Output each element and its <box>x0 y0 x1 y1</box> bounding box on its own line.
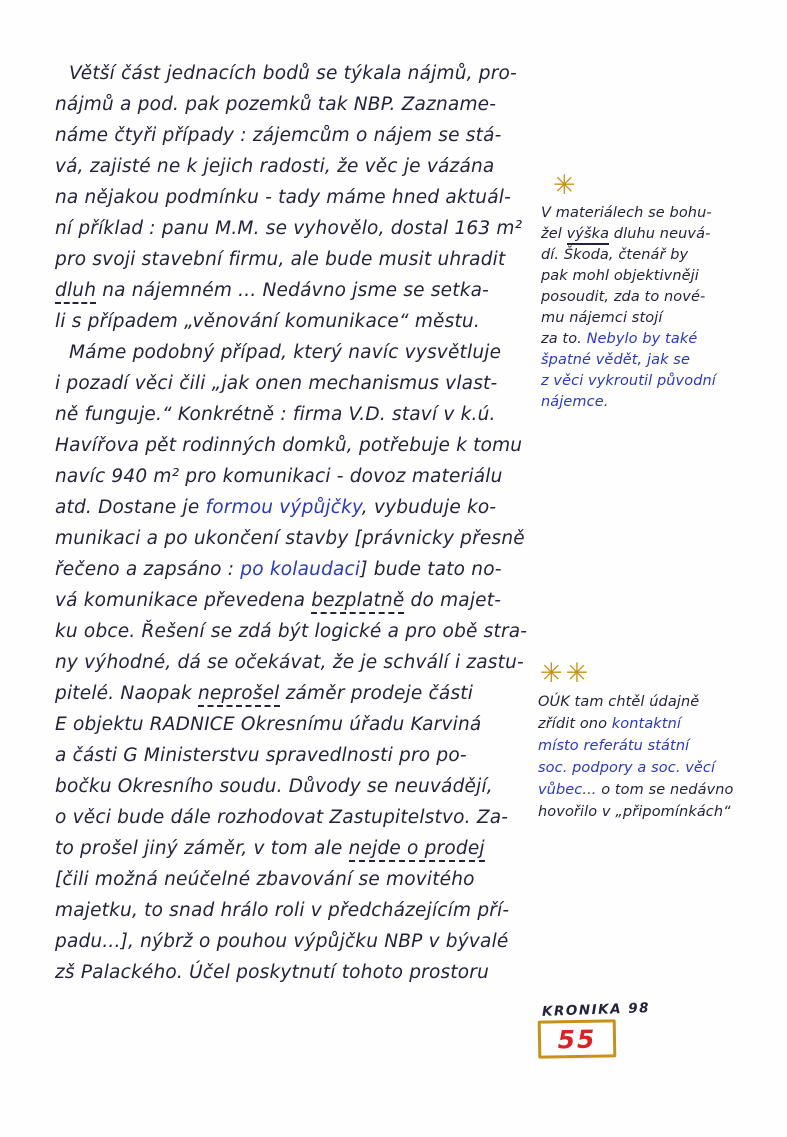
text-line <box>55 616 555 647</box>
text-line <box>55 523 555 554</box>
text-segment: nájmů a pod. pak pozemků tak NBP. Zazname- <box>55 94 497 115</box>
text-segment: E objektu RADNICE Okresnímu úřadu Karviná <box>55 714 482 735</box>
margin-note-2-text <box>538 691 783 823</box>
text-line <box>55 926 555 957</box>
text-segment: majetku, to snad hrálo roli v předcházejícím pří- <box>55 900 510 921</box>
text-line <box>538 779 783 801</box>
text-line <box>55 399 555 430</box>
text-line <box>55 89 555 120</box>
text-segment: li s případem „věnování komunikace“ městu. <box>55 311 480 332</box>
text-segment: ní příklad : panu M.M. se vyhovělo, dostal 163 m² <box>55 218 523 239</box>
text-line <box>55 678 555 709</box>
text-segment: dluh <box>55 280 96 304</box>
text-line <box>541 371 781 392</box>
text-line <box>55 58 555 89</box>
text-segment: bezplatně <box>311 590 404 614</box>
text-segment: ] bude tato no- <box>360 559 502 580</box>
text-segment: ně funguje.“ Konkrétně : firma V.D. staví v k.ú. <box>55 404 496 425</box>
text-line <box>55 182 555 213</box>
text-segment: do majet- <box>404 590 502 611</box>
text-segment: , vybuduje ko- <box>361 497 497 518</box>
text-segment: záměr prodeje části <box>279 683 474 704</box>
text-segment: pak mohl objektivněji <box>541 268 699 284</box>
text-line <box>538 801 783 823</box>
text-line <box>55 895 555 926</box>
text-segment: vůbec... <box>538 782 597 798</box>
text-line <box>55 275 555 306</box>
text-segment: OÚK tam chtěl údajně <box>538 694 700 710</box>
text-segment: Nebylo by také <box>586 331 698 347</box>
text-line <box>55 368 555 399</box>
text-segment: žel <box>541 226 567 242</box>
double-asterisk-icon: ✳✳ <box>540 658 592 689</box>
text-segment: Máme podobný případ, který navíc vysvětluje <box>69 342 502 363</box>
text-line <box>541 245 781 266</box>
text-line <box>55 151 555 182</box>
text-segment: kontaktní <box>611 716 682 732</box>
text-segment: zš Palackého. Účel poskytnutí tohoto prostoru <box>55 962 490 983</box>
text-line <box>541 266 781 287</box>
margin-note-1 <box>541 172 781 413</box>
text-segment: munikaci a po ukončení stavby [právnicky přesně <box>55 528 525 549</box>
text-segment: formou výpůjčky <box>205 497 362 518</box>
text-segment: atd. Dostane je <box>55 497 206 518</box>
text-line <box>541 203 781 224</box>
text-segment: o tom se nedávno <box>596 782 734 798</box>
text-segment: padu...], nýbrž o pouhou výpůjčku NBP v bývalé <box>55 931 509 952</box>
text-line <box>55 554 555 585</box>
text-segment: i pozadí věci čili „jak onen mechanismus vlast- <box>55 373 498 394</box>
text-segment: pro svoji stavební firmu, ale bude musit uhradit <box>55 249 506 270</box>
kronika-label: KRONIKA 98 <box>541 1000 651 1020</box>
text-segment: řečeno a zapsáno : <box>55 559 241 580</box>
text-line <box>55 709 555 740</box>
text-segment: zřídit ono <box>538 716 612 732</box>
text-segment: bočku Okresního soudu. Důvody se neuvádějí, <box>55 776 493 797</box>
text-segment: nájemce. <box>541 394 609 410</box>
text-segment: na nějakou podmínku - tady máme hned aktuál- <box>55 187 511 208</box>
text-line <box>541 350 781 371</box>
margin-note-1-text <box>541 203 781 413</box>
text-segment: Havířova pět rodinných domků, potřebuje k tomu <box>55 435 523 456</box>
text-line <box>541 308 781 329</box>
text-segment: dluhu neuvá- <box>609 226 711 242</box>
text-line <box>55 461 555 492</box>
text-segment: [čili možná neúčelné zbavování se movitého <box>55 869 475 890</box>
text-line <box>541 329 781 350</box>
text-segment: po kolaudaci <box>240 559 361 580</box>
text-segment: to prošel jiný záměr, v tom ale <box>55 838 349 859</box>
text-segment: místo referátu státní <box>538 738 690 754</box>
margin-note-2 <box>538 660 783 823</box>
text-line <box>55 585 555 616</box>
text-segment: ku obce. Řešení se zdá být logické a pro obě stra- <box>55 621 528 642</box>
text-line <box>55 213 555 244</box>
text-line <box>55 244 555 275</box>
text-line <box>538 735 783 757</box>
text-line <box>55 120 555 151</box>
text-line <box>55 864 555 895</box>
text-segment: z věci vykroutil původní <box>541 373 716 389</box>
text-line <box>541 392 781 413</box>
text-segment: V materiálech se bohu- <box>541 205 712 221</box>
text-segment: dí. Škoda, čtenář by <box>541 247 689 263</box>
text-segment: o věci bude dále rozhodovat Zastupitelstvo. Za- <box>55 807 509 828</box>
text-segment: posoudit, zda to nové- <box>541 289 706 305</box>
text-segment: vá komunikace převedena <box>55 590 312 611</box>
text-line <box>55 802 555 833</box>
main-text-block <box>55 58 555 988</box>
text-segment: mu nájemci stojí <box>541 310 663 326</box>
text-segment: nejde o prodej <box>349 838 485 862</box>
text-line <box>538 691 783 713</box>
text-line <box>55 337 555 368</box>
text-segment: a části G Ministerstvu spravedlnosti pro po- <box>55 745 467 766</box>
page-number-box <box>538 1019 617 1058</box>
text-segment: špatné vědět, jak se <box>541 352 690 368</box>
text-segment: hovořilo v „připomínkách“ <box>538 804 731 820</box>
text-line <box>541 224 781 245</box>
text-segment: na nájemném ... Nedávno jsme se setka- <box>96 280 490 301</box>
text-line <box>55 430 555 461</box>
text-line <box>55 833 555 864</box>
text-line <box>55 771 555 802</box>
text-segment: výška <box>567 226 610 245</box>
text-line <box>55 740 555 771</box>
page-number: 55 <box>557 1024 597 1054</box>
text-line <box>538 757 783 779</box>
page-footer <box>538 1002 650 1058</box>
text-segment: pitelé. Naopak <box>55 683 198 704</box>
text-line <box>541 287 781 308</box>
text-line <box>55 957 555 988</box>
text-segment: Větší část jednacích bodů se týkala nájmů, pro- <box>69 63 517 84</box>
text-line <box>55 306 555 337</box>
text-segment: navíc 940 m² pro komunikaci - dovoz materiálu <box>55 466 503 487</box>
text-segment: soc. podpory a soc. věcí <box>538 760 716 776</box>
text-line <box>55 647 555 678</box>
text-line <box>538 713 783 735</box>
text-segment: vá, zajisté ne k jejich radosti, že věc je vázána <box>55 156 495 177</box>
text-segment: náme čtyři případy : zájemcům o nájem se stá- <box>55 125 502 146</box>
asterisk-icon: ✳ <box>553 170 579 201</box>
text-line <box>55 492 555 523</box>
text-segment: neprošel <box>198 683 280 707</box>
text-segment: za to. <box>541 331 587 347</box>
text-segment: ny výhodné, dá se očekávat, že je schválí i zastu- <box>55 652 524 673</box>
